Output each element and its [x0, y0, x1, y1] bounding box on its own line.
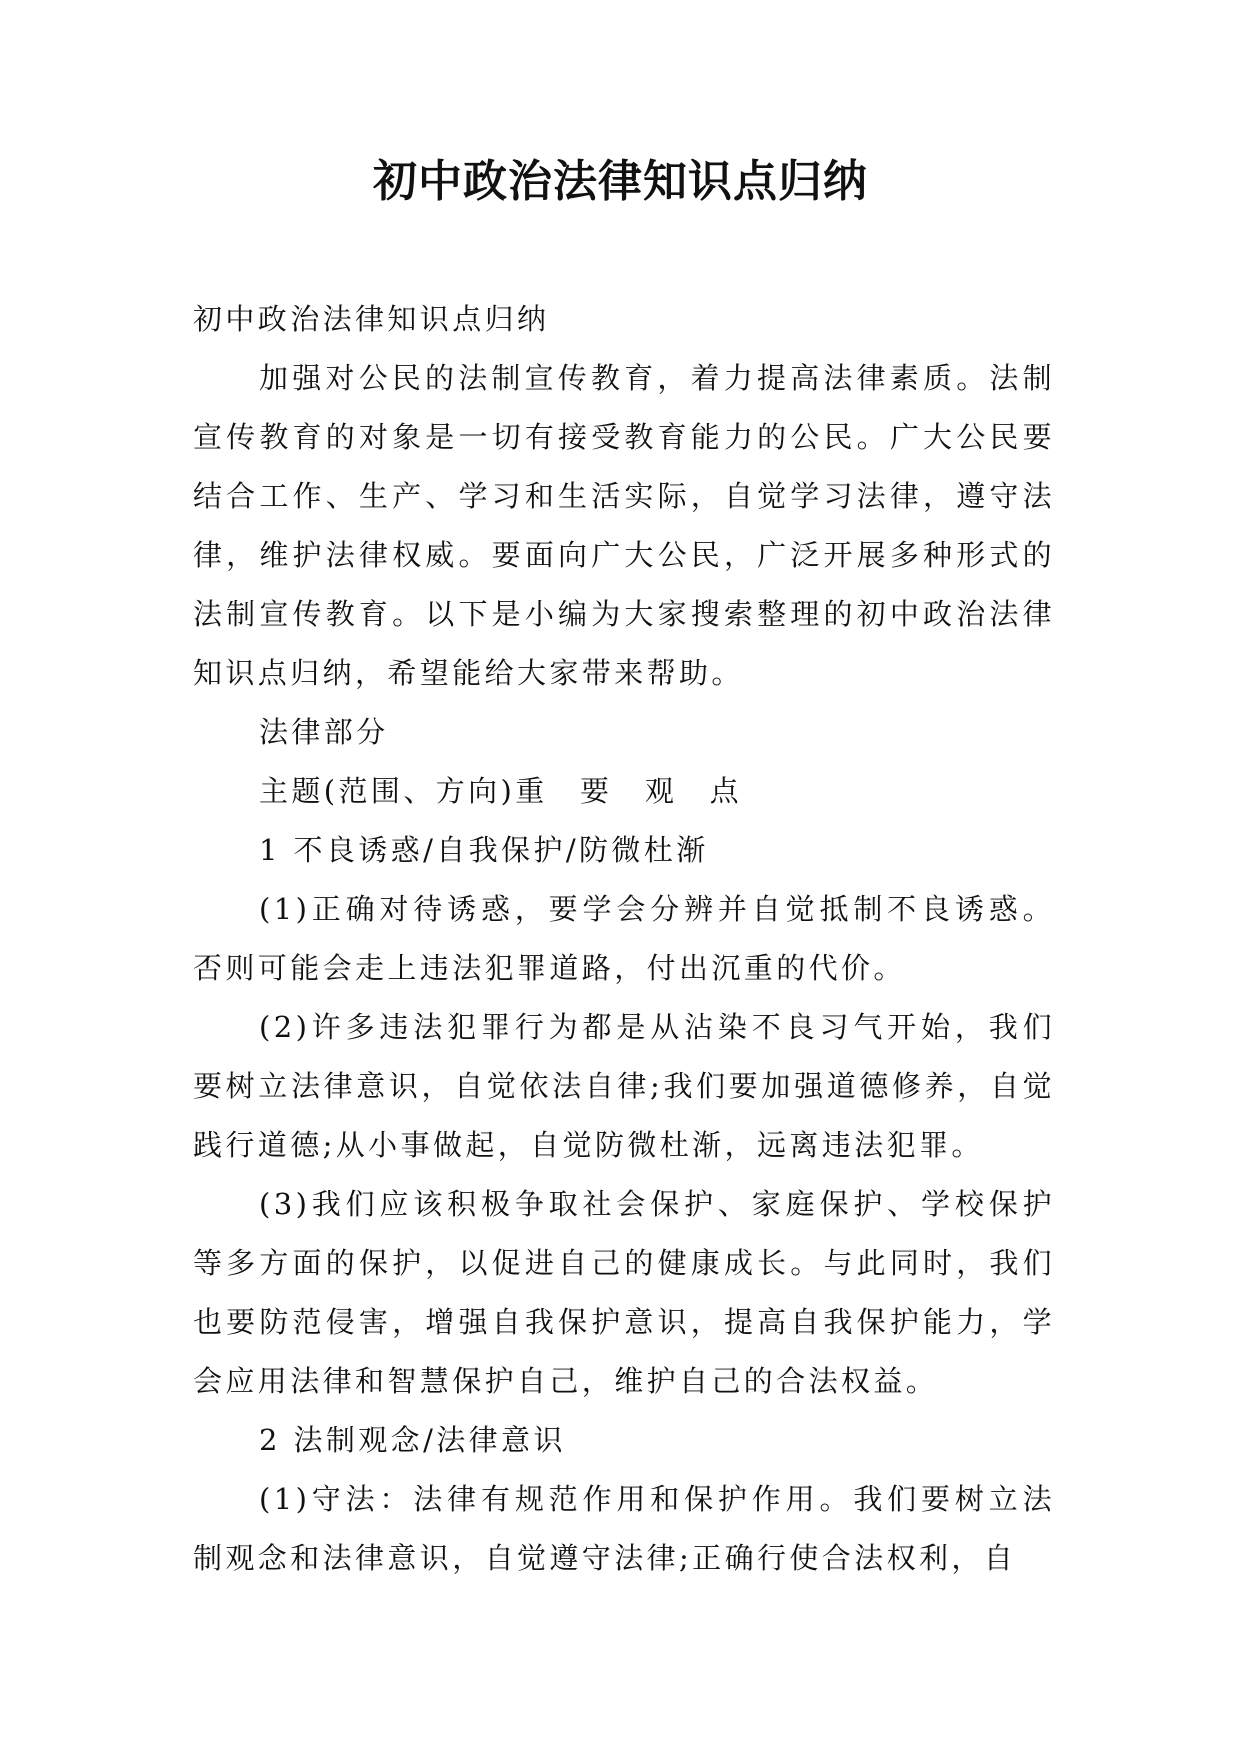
document-body [193, 290, 1055, 1588]
section-heading-law: 法律部分 [259, 715, 389, 749]
paragraph-1-2: (2)许多违法犯罪行为都是从沾染不良习气开始，我们要树立法律意识，自觉依法自律;我们要加强道德修养，自觉践行道德;从小事做起，自觉防微杜渐，远离违法犯罪。 [193, 1010, 1055, 1162]
paragraph-1-1: (1)正确对待诱惑，要学会分辨并自觉抵制不良诱惑。否则可能会走上违法犯罪道路，付出沉重的代价。 [193, 892, 1055, 985]
topic-2-heading: 2 法制观念/法律意识 [259, 1423, 566, 1457]
topic-1-heading: 1 不良诱惑/自我保护/防微杜渐 [259, 833, 709, 867]
paragraph-intro: 加强对公民的法制宣传教育，着力提高法律素质。法制宣传教育的对象是一切有接受教育能力的公民。广大公民要结合工作、生产、学习和生活实际，自觉学习法律，遵守法律，维护法律权威。要面向广大公民，广泛开展多种形式的法制宣传教育。以下是小编为大家搜索整理的初中政治法律知识点归纳，希望能给大家带来帮助。 [193, 361, 1055, 690]
page-title: 初中政治法律知识点归纳 [373, 156, 868, 207]
paragraph-subtitle: 初中政治法律知识点归纳 [193, 302, 550, 336]
paragraph-1-3: (3)我们应该积极争取社会保护、家庭保护、学校保护等多方面的保护，以促进自己的健康成长。与此同时，我们也要防范侵害，增强自我保护意识，提高自我保护能力，学会应用法律和智慧保护自己，维护自己的合法权益。 [193, 1187, 1055, 1398]
paragraph-2-1: (1)守法：法律有规范作用和保护作用。我们要树立法制观念和法律意识，自觉遵守法律;正确行使合法权利，自 [193, 1482, 1055, 1575]
topic-header: 主题(范围、方向)重 要 观 点 [259, 774, 743, 808]
